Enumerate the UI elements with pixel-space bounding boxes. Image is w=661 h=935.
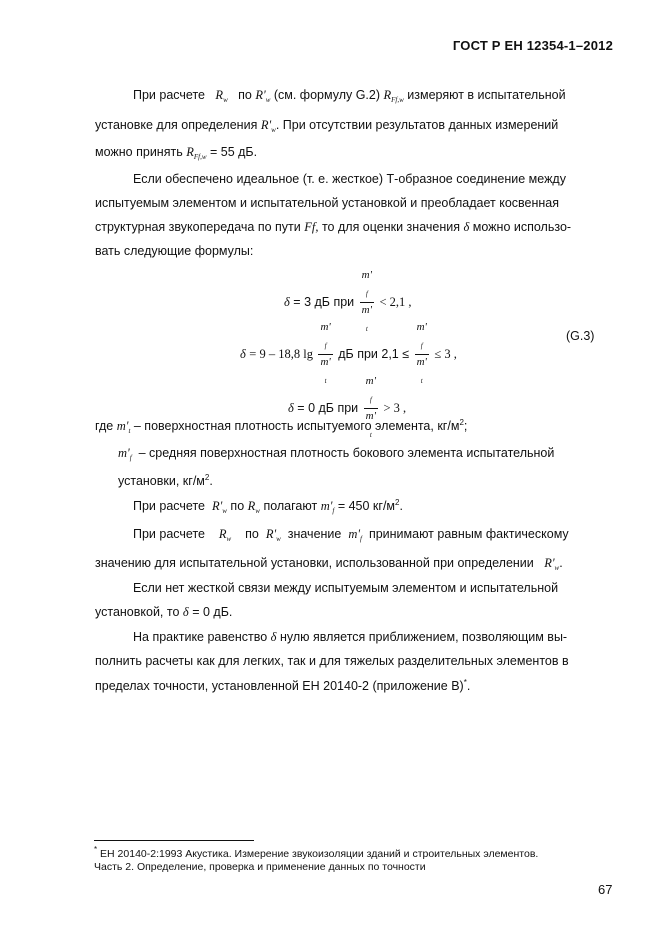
symbol-mf: $m'_f$ (320, 499, 335, 515)
fraction-mf-over-mt: m' $_f$ m' $_t$ (320, 321, 331, 385)
paragraph-2-line-4: вать следующие формулы: (95, 244, 254, 258)
text: = 9 – 18,8 lg (249, 346, 313, 361)
text: установке для определения (95, 118, 258, 132)
page-number: 67 (598, 882, 613, 897)
paragraph-4-line-1 (133, 527, 569, 543)
fraction-mf-over-mt: m' $_f$ m' $_t$ (416, 321, 427, 385)
text: – средняя поверхностная плотность бокового элемента испытательной (138, 446, 555, 460)
text: На практике равенство (133, 630, 268, 644)
text: дБ при 2,1 ≤ (338, 346, 410, 361)
symbol-delta: δ (182, 605, 189, 619)
text: можно принять (95, 145, 183, 159)
footnote-line-2: Часть 2. Определение, проверка и применение данных по точности (94, 861, 426, 873)
text: структурная звукопередача по пути (95, 220, 301, 234)
symbol-Ff: Ff, (304, 220, 319, 234)
text: по (238, 88, 252, 102)
text: При расчете (133, 527, 205, 541)
symbol-R-Ff: $R_{Ff,w}$ (383, 88, 404, 104)
text: . При отсутствии результатов данных измерений (275, 118, 559, 132)
condition: > 3 , (383, 400, 407, 415)
text: установкой, то (95, 605, 180, 619)
symbol-delta: δ (270, 630, 277, 644)
paragraph-6-line-3: пределах точности, установленной ЕН 20140-2 (приложение В)*. (95, 678, 471, 693)
symbol-R: $R_w$ (247, 499, 260, 515)
text: измеряют в испытательной (407, 88, 566, 102)
text: значение (287, 527, 342, 541)
text: установки, кг/м (118, 474, 205, 488)
footnote-line-1 (94, 845, 538, 860)
symbol-delta: δ (288, 400, 294, 415)
text: нулю является приближением, позволяющим вы- (279, 630, 568, 644)
symbol-R-prime: $R'_w$ (211, 499, 227, 515)
paragraph-1-line-2 (95, 118, 558, 134)
symbol-R-prime: $R'_w$ (265, 527, 281, 543)
symbol-mt: $m'_t$ (116, 419, 131, 435)
paragraph-5-line-2 (95, 605, 232, 620)
symbol-mf: $m'_f$ (348, 527, 362, 543)
text: – поверхностная плотность испытуемого элемента, кг/м (133, 419, 460, 433)
fraction-mf-over-mt: m' $_f$ m' $_t$ (365, 375, 376, 439)
text: = 0 дБ при (297, 400, 359, 415)
paragraph-6-line-2: полнить расчеты как для легких, так и для тяжелых разделительных элементов в (95, 654, 569, 668)
text: где (95, 419, 114, 433)
text: При расчете (133, 88, 205, 102)
footnote-rule (94, 840, 254, 841)
symbol-R: $R_w$ (218, 527, 232, 543)
text: по (230, 499, 245, 513)
paragraph-1-line-1 (133, 88, 566, 104)
paragraph-5-line-1: Если нет жесткой связи между испытуемым элементом и испытательной (133, 581, 559, 595)
paragraph-1-line-3 (95, 145, 257, 161)
symbol-R-prime: $R'_w$ (255, 88, 271, 104)
symbol-delta: δ (284, 294, 290, 309)
paragraph-4-line-2: значению для испытательной установки, использованной при определении $R'_w$. (95, 556, 563, 572)
condition: ≤ 3 , (434, 346, 457, 361)
text: значению для испытательной установки, использованной при определении (95, 556, 534, 570)
text: принимают равным фактическому (368, 527, 569, 541)
fraction-mf-over-mt: m' $_f$ m' $_t$ (361, 269, 372, 333)
definition-mt: где $m'_t$ – поверхностная плотность испытуемого элемента, $кг/м^2$; (95, 418, 468, 435)
symbol-delta: δ (463, 220, 470, 234)
paragraph-2-line-1: Если обеспечено идеальное (т. е. жесткое) Т-образное соединение между (133, 172, 566, 186)
symbol-R-prime: $R'_w$ (260, 118, 276, 134)
standard-header: ГОСТ Р ЕН 12354-1–2012 (452, 38, 613, 53)
text: по (245, 527, 259, 541)
text: = 3 дБ при (293, 294, 355, 309)
text: = 55 дБ. (209, 145, 258, 159)
text: (см. формулу G.2) (273, 88, 381, 102)
symbol-mf: $m'_f$ (118, 446, 132, 462)
condition: < 2,1 , (379, 294, 412, 309)
paragraph-6-line-1 (133, 630, 567, 645)
paragraph-3: При расчете $R'_w$ по $R_w$ полагают $m'_f = 450$ $кг/м^2$. (133, 498, 403, 515)
symbol-delta: δ (240, 346, 246, 361)
symbol-R-Ff: $R_{Ff,w}$ (186, 145, 207, 161)
text: полагают (263, 499, 318, 513)
text: то для оценки значения (321, 220, 460, 234)
symbol-R: $R_w$ (215, 88, 228, 104)
text: При расчете (133, 499, 205, 513)
text: = 0 дБ. (192, 605, 233, 619)
paragraph-2-line-2: испытуемым элементом и испытательной установкой и преобладает косвенная (95, 196, 560, 210)
text: можно использо- (472, 220, 572, 234)
definition-mf-line-2: установки, $кг/м^2$. (118, 473, 213, 488)
paragraph-2-line-3 (95, 220, 571, 235)
text: = 450 кг/м (337, 499, 396, 513)
text: пределах точности, установленной ЕН 20140-2 (приложение В) (95, 679, 464, 693)
formula-number: (G.3) (566, 329, 595, 343)
symbol-R-prime: $R'_w$ (544, 556, 560, 572)
footnote-mark: * (94, 845, 98, 854)
text: ЕН 20140-2:1993 Акустика. Измерение звукоизоляции зданий и строительных элементов. (97, 848, 539, 860)
definition-mf (118, 446, 554, 462)
